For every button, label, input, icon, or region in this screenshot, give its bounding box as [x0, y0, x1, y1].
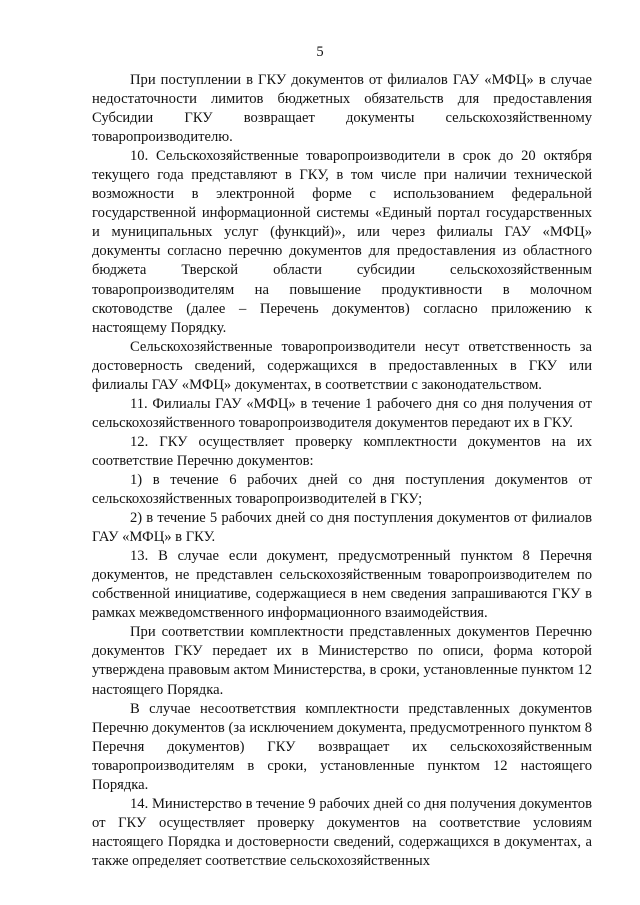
paragraph-4: 11. Филиалы ГАУ «МФЦ» в течение 1 рабочего дня со дня получения от сельскохозяйственного товаропроизводителя документов передают их в ГКУ. [92, 395, 592, 431]
paragraph-10: В случае несоответствия комплектности представленных документов Перечню документов (за исключением документа, предусмотренного пунктом 8 Перечня документов) ГКУ возвращает их сельскохозяйственным товаропроизводителям в сроки, установленные пунктом 12 настоящего Порядка. [92, 700, 592, 793]
paragraph-7: 2) в течение 5 рабочих дней со дня поступления документов от филиалов ГАУ «МФЦ» в ГКУ. [92, 510, 592, 546]
document-body [92, 71, 592, 871]
paragraph-2: 10. Сельскохозяйственные товаропроизводители в срок до 20 октября текущего года представляют в ГКУ, в том числе при наличии технической возможности в электронной форме с использованием федеральной государственной информационной системы «Единый портал государственных и муниципальных услуг (функций)», или через филиалы ГАУ «МФЦ» документы согласно перечню документов для предоставления из областного бюджета Тверской области субсидии сельскохозяйственным товаропроизводителям на повышение продуктивности в молочном скотоводстве (далее – Перечень документов) согласно приложению к настоящему Порядку. [92, 148, 592, 336]
paragraph-8: 13. В случае если документ, предусмотренный пунктом 8 Перечня документов, не представлен сельскохозяйственным товаропроизводителем по собственной инициативе, содержащиеся в нем сведения запрашиваются ГКУ в рамках межведомственного информационного взаимодействия. [92, 548, 592, 622]
paragraph-3: Сельскохозяйственные товаропроизводители несут ответственность за достоверность сведений, содержащихся в предоставленных в ГКУ или филиалы ГАУ «МФЦ» документах, в соответствии с законодательством. [92, 338, 592, 393]
paragraph-5: 12. ГКУ осуществляет проверку комплектности документов на их соответствие Перечню документов: [92, 433, 592, 469]
paragraph-1: При поступлении в ГКУ документов от филиалов ГАУ «МФЦ» в случае недостаточности лимитов бюджетных обязательств для предоставления Субсидии ГКУ возвращает документы сельскохозяйственному товаропроизводителю. [92, 72, 592, 146]
paragraph-6: 1) в течение 6 рабочих дней со дня поступления документов от сельскохозяйственных товаропроизводителей в ГКУ; [92, 471, 592, 508]
paragraph-9: При соответствии комплектности представленных документов Перечню документов ГКУ передает их в Министерство по описи, форма которой утверждена правовым актом Министерства, в сроки, установленные пунктом 12 настоящего Порядка. [92, 624, 592, 698]
page-number: 5 [316, 44, 324, 60]
paragraph-11: 14. Министерство в течение 9 рабочих дней со дня получения документов от ГКУ осуществляет проверку документов на соответствие условиям настоящего Порядка и достоверности сведений, содержащихся в документах, а также определяет соответствие сельскохозяйственных [92, 795, 592, 869]
